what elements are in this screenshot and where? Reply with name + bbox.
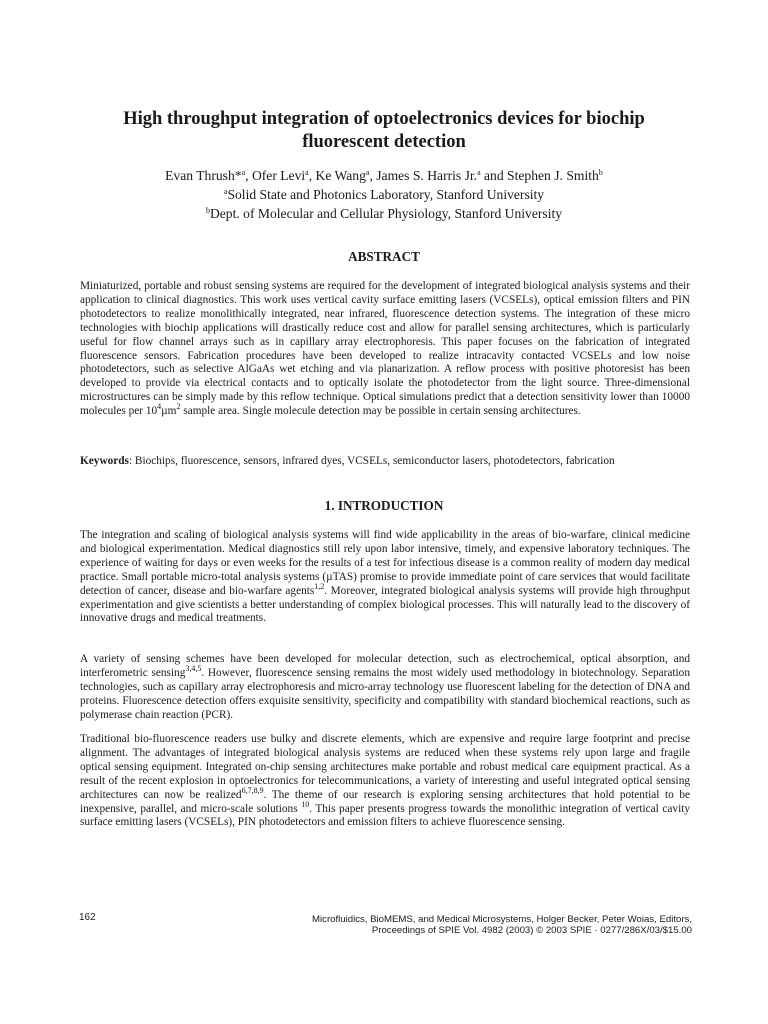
citation-mark: 3,4,5 bbox=[185, 663, 202, 673]
author-affil-mark: a bbox=[365, 168, 370, 177]
affiliation-text: Dept. of Molecular and Cellular Physiology, Stanford University bbox=[209, 206, 563, 221]
author-affil-mark: a bbox=[305, 168, 309, 177]
author-name: and Stephen J. Smith bbox=[480, 168, 599, 183]
author-affil-mark: a bbox=[477, 168, 481, 177]
title-line-2: fluorescent detection bbox=[302, 132, 466, 152]
abstract-sup: 4 bbox=[157, 402, 162, 412]
author-affil-mark: b bbox=[598, 168, 603, 177]
abstract-text: sample area. Single molecule detection may be possible in certain sensing architectures. bbox=[180, 405, 581, 418]
body-text: . Moreover, integrated biological analysis systems will provide high throughput experimentation and give scientists a better understanding of complex biological processes. This will naturally lead to the discovery of innovative drugs and medical treatments. bbox=[80, 584, 690, 625]
affiliation-text: Solid State and Photonics Laboratory, Stanford University bbox=[227, 187, 545, 202]
citation-mark: 1,2 bbox=[314, 581, 325, 591]
keywords-label: Keywords bbox=[80, 455, 129, 467]
page-number: 162 bbox=[79, 912, 96, 923]
footer-line-2: Proceedings of SPIE Vol. 4982 (2003) © 2003 SPIE · 0277/286X/03/$15.00 bbox=[371, 925, 692, 936]
author-block bbox=[60, 166, 708, 223]
body-text: . The theme of our research is exploring sensing architectures that hold potential to be inexpensive, parallel, and micro-scale solutions bbox=[80, 788, 690, 815]
abstract-text: µm bbox=[161, 405, 177, 418]
title-line-1: High throughput integration of optoelectronics devices for biochip bbox=[123, 109, 645, 129]
body-text: A variety of sensing schemes have been developed for molecular detection, such as electrochemical, optical absorption, and interferometric sensing bbox=[80, 653, 690, 679]
author-name: , Ke Wang bbox=[308, 168, 366, 183]
section-heading-introduction: 1. INTRODUCTION bbox=[324, 498, 444, 513]
abstract-sup: 2 bbox=[176, 402, 181, 412]
author-name: , Ofer Levi bbox=[245, 168, 306, 183]
intro-paragraph-2 bbox=[80, 653, 690, 723]
author-name: Evan Thrush* bbox=[165, 168, 242, 183]
abstract-text: Miniaturized, portable and robust sensing systems are required for the development of integrated biological analysis systems and their application to clinical diagnostics. This work uses vertical cavity surface emitting lasers (VCSELs), optical emission filters and PIN photodetectors to realize monolithically integrated, near infrared, fluorescence detection systems. The integration of these micro technologies with biochip applications will drastically reduce cost and allow for parallel sensing architectures, which is particularly useful for flow channel arrays such as in capillary array electrophoresis. This paper focuses on the fabrication of integrated fluorescence sensors. Fabrication procedures have been developed to realize intracavity contacted VCSELs and low noise photodetectors, such as selective AlGaAs wet etching and via planarization. A reflow process with positive photoresist has been developed to provide via electrical contacts and to optically isolate the photodetector from the light source. Three-dimensional microstructures can be simply made by this reflow technique. Optical simulations predict that a detection sensitivity lower than 10000 molecules per 10 bbox=[80, 280, 690, 418]
author-list bbox=[60, 166, 708, 185]
footer-line-1: Microfluidics, BioMEMS, and Medical Microsystems, Holger Becker, Peter Woias, Editors, bbox=[312, 914, 692, 925]
citation-mark: 10 bbox=[301, 799, 310, 809]
keywords-line bbox=[80, 455, 690, 469]
abstract-heading: ABSTRACT bbox=[348, 249, 420, 264]
author-affil-mark: a bbox=[241, 168, 246, 177]
author-name: , James S. Harris Jr. bbox=[369, 168, 478, 183]
intro-paragraph-3 bbox=[80, 733, 690, 830]
body-text: . This paper presents progress towards the monolithic integration of vertical cavity surface emitting lasers (VCSELs), PIN photodetectors and emission filters to achieve fluorescence sensing. bbox=[80, 802, 690, 829]
paper-title bbox=[60, 108, 708, 154]
publication-footer bbox=[312, 914, 692, 936]
body-text: The integration and scaling of biological analysis systems will find wide applicability in the areas of bio-warfare, clinical medicine and biological experimentation. Medical diagnostics still rely upon labor intensive, timely, and expensive laboratory techniques. The experience of waiting for days or even weeks for the results of a test for infectious disease is a common reality of modern day medical practice. Small portable micro-total analysis systems (µTAS) promise to provide immediate point of care services that would facilitate detection of cancer, disease and bio-warfare agents bbox=[80, 529, 690, 597]
keywords-text: : Biochips, fluorescence, sensors, infrared dyes, VCSELs, semiconductor lasers, photodetectors, fabrication bbox=[128, 455, 615, 467]
affil-mark: b bbox=[205, 206, 210, 215]
affil-mark: a bbox=[223, 187, 228, 196]
citation-mark: 6,7,8,9 bbox=[241, 785, 264, 795]
abstract-paragraph bbox=[80, 280, 690, 419]
affiliation-b bbox=[60, 204, 708, 223]
body-text: . However, fluorescence sensing remains the most widely used methodology in biotechnology. Separation technologies, such as capillary array electrophoresis and micro-array technology use fluorescent labeling for the detection of DNA and proteins. Fluorescence detection offers exquisite sensitivity, specificity and compatibility with standard biochemical reactions, such as polymerase chain reaction (PCR). bbox=[80, 666, 690, 721]
body-text: Traditional bio-fluorescence readers use bulky and discrete elements, which are expensive and require large footprint and precise alignment. The advantages of integrated biological analysis systems are reduced when these systems rely upon large and fragile optical sensing equipment. Integrated on-chip sensing architectures make portable and robust medical care equipment practical. As a result of the recent explosion in optoelectronics for telecommunications, a variety of interesting and useful integrated optical sensing architectures can now be realized bbox=[80, 733, 690, 801]
affiliation-a bbox=[60, 185, 708, 204]
intro-paragraph-1 bbox=[80, 529, 690, 626]
